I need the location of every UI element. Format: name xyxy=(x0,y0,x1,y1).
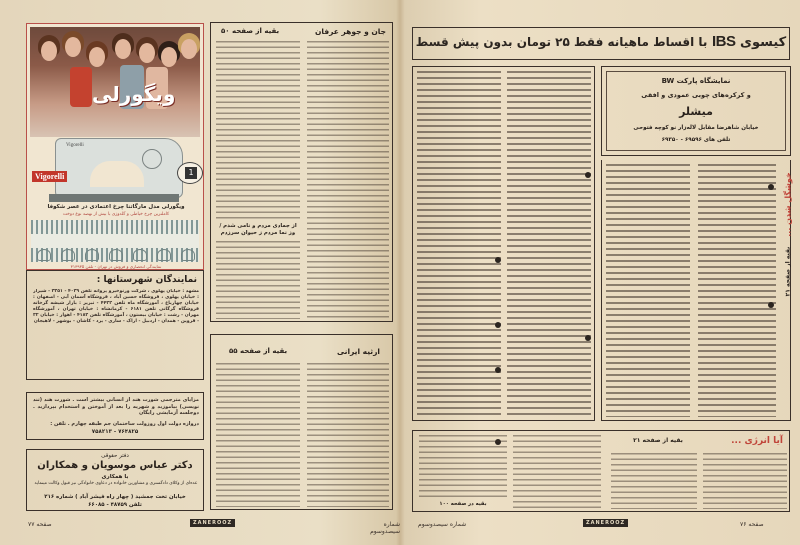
shorthand-ad-phones: ۷۶۴۸۲۵ - ۷۵۸۲۱۳ xyxy=(91,429,139,435)
left-magazine-logo: ZANEROOZ xyxy=(190,519,235,527)
energy-article-column-1 xyxy=(703,453,787,509)
banner-text-after: با اقساط ماهیانه فقط ۲۵ تومان بدون پیش قسط xyxy=(415,35,708,49)
vigorelli-ad xyxy=(26,23,204,270)
parquet-bw-ad xyxy=(601,66,791,156)
bullet-icon xyxy=(495,322,501,328)
ad-subcaption: کاملترین چرخ خیاطی و گلدوزی با بیش از نهصد نوع دوخت xyxy=(62,212,170,217)
legal-ad-subtitle: با همکاری xyxy=(101,474,129,480)
beauty-sidebar-title: خوشگل شدن ... xyxy=(783,172,793,237)
award-badge-icon: 1 xyxy=(177,162,203,184)
article-1-column-right xyxy=(307,41,389,319)
right-issue-label: شماره سیصدوسوم xyxy=(418,521,467,528)
shorthand-ad-text: مزایای مترجمی شورت هند از انسانی بیشتر است . شورت هند (تند نویسی) بیاموزید و شهریه را بعد از آموختن و استخدام بپردازید . دوجلسه آزمایشی رایگان xyxy=(33,397,199,417)
article-1-column-left-bottom xyxy=(216,241,300,319)
ad-photo-women xyxy=(30,27,200,137)
bullet-icon xyxy=(585,172,591,178)
beauty-article-column-1 xyxy=(417,71,501,417)
shorthand-school-ad xyxy=(26,392,204,440)
article-1-quote: از جمادی مردم و نامی شدم / وز نما مردم ز حیوان سرزدم xyxy=(219,223,297,236)
article-1-continued: بقیه از صفحه ۵۰ xyxy=(221,27,280,35)
shorthand-ad-address: دروازه دولت اول روزولت ساختمان جم طبقه چهارم . تلفن : xyxy=(50,421,199,427)
energy-article-continued-to: بقیه در صفحه ۱۰۰ xyxy=(439,501,487,507)
sewing-machine-image: Vigorelli xyxy=(55,138,183,198)
parquet-ad-address: خیابان شاهرضا مقابل لاله‌زار نو کوچه فتوحی xyxy=(633,125,759,131)
legal-ad-phones: تلفن ۴۸۷۵۹ - ۶۶۰۸۵ xyxy=(88,502,142,508)
ad-brand-persian: ویگورلی xyxy=(92,82,176,106)
article-2-continued: بقیه از صفحه ۵۵ xyxy=(229,347,288,355)
parquet-ad-line2: و کرکره‌های چوبی عمودی و افقی xyxy=(641,91,751,99)
left-page-number: صفحه ۷۷ xyxy=(28,521,52,528)
bullet-icon xyxy=(768,184,774,190)
left-issue-label: شماره سیصدوسوم xyxy=(370,521,400,535)
article-1-title: جان و جوهر عرفان xyxy=(314,27,386,36)
beauty-article-column-3 xyxy=(606,164,690,417)
article-2-column-left xyxy=(216,363,300,507)
article-2-column-right xyxy=(307,363,389,507)
ad-caption: ویگورلی مدل مارگاتنا چرخ اعتمادی در عصر شکوفا xyxy=(47,204,185,210)
legal-ad-pretitle: دفتر حقوقی xyxy=(101,453,129,459)
right-magazine-logo: ZANEROOZ xyxy=(583,519,628,527)
sewing-machine-base xyxy=(49,194,179,202)
representatives-body: مشهد : خیابان پهلوی ، شرکت ورنوخیزو پروانه تلفن ۴۰۳۹ - ۳۳۵۱ - شیراز : خیابان پهلوی ، فروشگاه حسین آباد ، فروشگاه آسمان آبی - اصفهان : خیابان چهارباغ ، آموزشگاه ماه تلفن ۴۴۲۲ - تبریز : بازار شیشه گرخانه فروشگاه گرگانی تلفن ۶۱۸۱ - کرمانشاه : خیابان تهران ، آموزشگاه مهران - رشت : خیابان بیستون ، آموزشگاه تلفن ۴۱۸۲ - اهواز : خیابان ۳۲ - قزوین - همدان - اردبیل - اراک - ساری - یزد - کاشان - بوشهر - لاهیجان xyxy=(33,289,199,325)
vigorelli-logo: Vigorelli xyxy=(32,171,67,182)
article-1-column-left-top xyxy=(216,41,300,221)
legal-ad-address: خیابان تخت جمشید ( چهار راه فیشر آباد ) شماره ۲۱۶ xyxy=(44,494,186,500)
legal-ad-description: عده‌ای از وکلای دادگستری و مشاورین خانواده در دعاوی خانوادگی نیز قبول وکالت مینماید xyxy=(34,481,198,486)
article-erse-irani xyxy=(210,334,393,510)
energy-article-column-2 xyxy=(611,453,697,509)
parquet-ad-name: میشلر xyxy=(679,105,713,118)
bullet-icon xyxy=(495,257,501,263)
representatives-title: نمایندگان شهرستانها : xyxy=(96,275,197,285)
representatives-box xyxy=(26,270,204,380)
banner-text-before: کیسوی xyxy=(740,35,787,50)
article-2-title: ارثیه ایرانی xyxy=(337,347,380,356)
ibs-banner-ad xyxy=(412,27,790,60)
parquet-ad-phones: تلفن های ۶۹۵۹۶ - ۶۹۳۵۰ xyxy=(661,137,731,143)
bullet-icon xyxy=(495,367,501,373)
ibs-logo: IBS xyxy=(711,33,736,50)
parquet-ad-title: نمایشگاه پارکت BW xyxy=(661,77,731,85)
right-page-number: صفحه ۷۶ xyxy=(740,521,764,528)
beauty-article-column-2 xyxy=(507,71,591,417)
beauty-sidebar-continued: بقیه از صفحه ۲۱ xyxy=(784,246,792,297)
beauty-article-right-columns xyxy=(601,160,791,421)
article-aya-energy xyxy=(412,430,790,512)
right-page xyxy=(400,0,800,545)
embroidery-pattern xyxy=(31,220,199,262)
energy-article-column-4 xyxy=(419,435,507,499)
ad-footer-text: نمایندگی انحصاری و فروش در تهران - تلفن ۳۱۳۹۳۵ xyxy=(70,264,162,269)
article-jan-va-johar-erfan xyxy=(210,22,393,322)
beauty-sidebar-heading xyxy=(778,160,794,300)
bullet-icon xyxy=(768,302,774,308)
legal-ad-title: دکتر عباس موسویان و همکاران xyxy=(37,460,193,471)
energy-article-continued-from: بقیه از صفحه ۲۱ xyxy=(633,437,683,444)
legal-office-ad xyxy=(26,449,204,511)
bullet-icon xyxy=(585,335,591,341)
energy-article-column-3 xyxy=(513,435,601,509)
energy-article-title: آیا انرژی ... xyxy=(731,436,783,446)
beauty-article-column-4 xyxy=(698,164,776,417)
beauty-article-left-columns xyxy=(412,66,595,421)
